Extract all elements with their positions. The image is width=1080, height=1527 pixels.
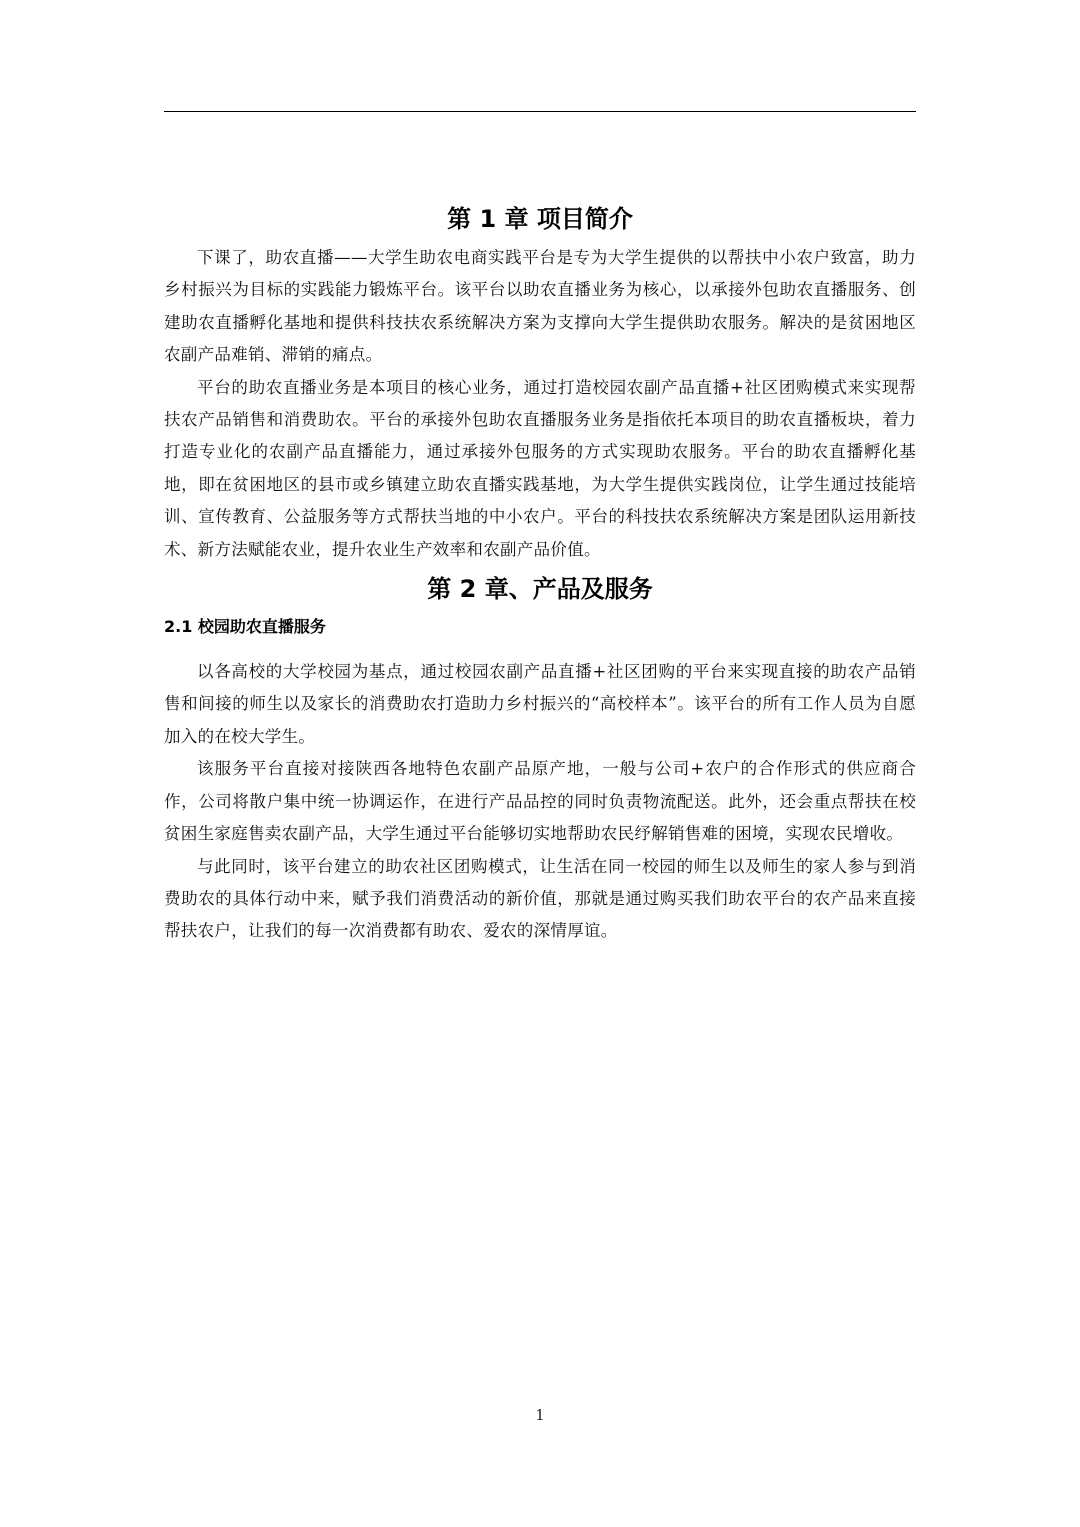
chapter-2-title: 第 2 章、产品及服务 [427,575,653,604]
section-2-1-title: 2.1 校园助农直播服务 [164,617,326,637]
chapter-1-title: 第 1 章 项目简介 [447,205,633,233]
section-2-1-paragraph: 该服务平台直接对接陕西各地特色农副产品原产地，一般与公司+农户的合作形式的供应商合作，公司将散户集中统一协调运作，在进行产品品控的同时负责物流配送。此外，还会重点帮扶在校贫困生家庭售卖农副产品，大学生通过平台能够切实地帮助农民纾解销售难的困境，实现农民增收。 [164,759,916,844]
document-body [164,196,916,948]
header-rule [164,111,916,112]
page-number: 1 [535,1406,545,1424]
chapter-1-paragraph: 下课了，助农直播——大学生助农电商实践平台是专为大学生提供的以帮扶中小农户致富，助力乡村振兴为目标的实践能力锻炼平台。该平台以助农直播业务为核心，以承接外包助农直播服务、创建助农直播孵化基地和提供科技扶农系统解决方案为支撑向大学生提供助农服务。解决的是贫困地区农副产品难销、滞销的痛点。 [164,248,916,365]
section-2-1-paragraph: 以各高校的大学校园为基点，通过校园农副产品直播+社区团购的平台来实现直接的助农产品销售和间接的师生以及家长的消费助农打造助力乡村振兴的“高校样本”。该平台的所有工作人员为自愿加入的在校大学生。 [164,662,916,746]
chapter-1-paragraph: 平台的助农直播业务是本项目的核心业务，通过打造校园农副产品直播+社区团购模式来实现帮扶农产品销售和消费助农。平台的承接外包助农直播服务业务是指依托本项目的助农直播板块，着力打造专业化的农副产品直播能力，通过承接外包服务的方式实现助农服务。平台的助农直播孵化基地，即在贫困地区的县市或乡镇建立助农直播实践基地，为大学生提供实践岗位，让学生通过技能培训、宣传教育、公益服务等方式帮扶当地的中小农户。平台的科技扶农系统解决方案是团队运用新技术、新方法赋能农业，提升农业生产效率和农副产品价值。 [164,377,916,559]
section-2-1-paragraph: 与此同时，该平台建立的助农社区团购模式，让生活在同一校园的师生以及师生的家人参与到消费助农的具体行动中来，赋予我们消费活动的新价值，那就是通过购买我们助农平台的农产品来直接帮扶农户，让我们的每一次消费都有助农、爱农的深情厚谊。 [164,856,916,941]
